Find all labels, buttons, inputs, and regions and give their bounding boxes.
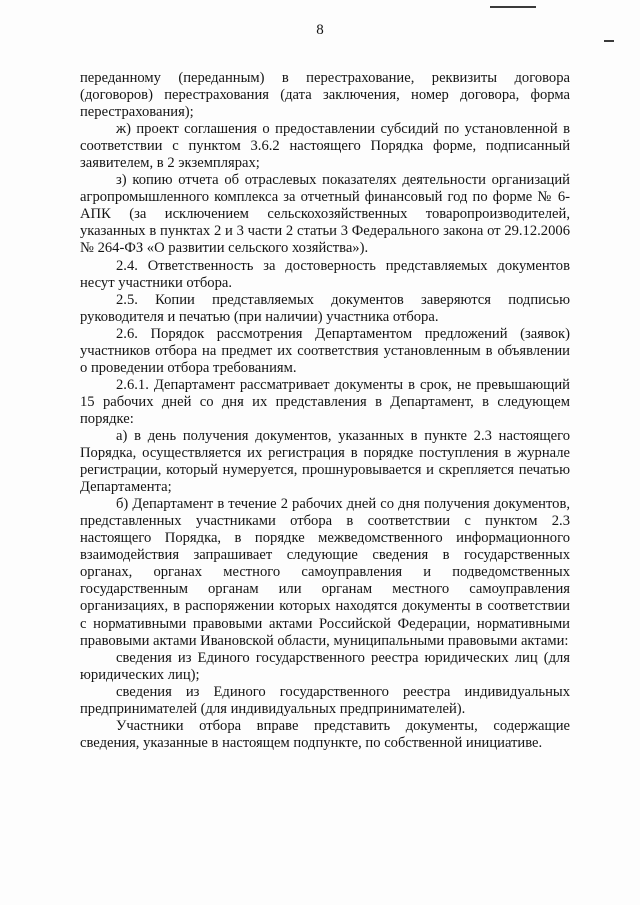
- paragraph-2-4: 2.4. Ответственность за достоверность представляемых документов несут участники отбора.: [80, 257, 570, 291]
- paragraph-egrul: сведения из Единого государственного реестра юридических лиц (для юридических лиц);: [80, 649, 570, 683]
- paragraph-item-zh: ж) проект соглашения о предоставлении субсидий по установленной в соответствии с пунктом 3.6.2 настоящего Порядка форме, подписанный заявителем, в 2 экземплярах;: [80, 121, 570, 172]
- document-body: [80, 70, 570, 752]
- scan-artifact-top-right: [490, 6, 536, 8]
- paragraph-2-6: 2.6. Порядок рассмотрения Департаментом предложений (заявок) участников отбора на предмет их соответствия установленным в объявлении о проведении отбора требованиям.: [80, 325, 570, 376]
- paragraph-item-z: з) копию отчета об отраслевых показателях деятельности организаций агропромышленного комплекса за отчетный финансовый год по форме № 6-АПК (за исключением сельскохозяйственных товаропроизводителей, указанных в пунктах 2 и 3 части 2 статьи 3 Федерального закона от 29.12.2006 № 264-ФЗ «О развитии сельского хозяйства»).: [80, 172, 570, 257]
- paragraph-egrip: сведения из Единого государственного реестра индивидуальных предпринимателей (для индивидуальных предпринимателей).: [80, 683, 570, 717]
- scan-artifact-right: [604, 40, 614, 42]
- paragraph-item-a: а) в день получения документов, указанных в пункте 2.3 настоящего Порядка, осуществляется их регистрация в порядке поступления в журнале регистрации, который нумеруется, прошнуровывается и скрепляется печатью Департамента;: [80, 427, 570, 496]
- paragraph-own-initiative: Участники отбора вправе представить документы, содержащие сведения, указанные в настоящем подпункте, по собственной инициативе.: [80, 717, 570, 751]
- paragraph-2-5: 2.5. Копии представляемых документов заверяются подписью руководителя и печатью (при наличии) участника отбора.: [80, 291, 570, 325]
- paragraph-2-6-1: 2.6.1. Департамент рассматривает документы в срок, не превышающий 15 рабочих дней со дня их представления в Департамент, в следующем порядке:: [80, 376, 570, 427]
- page-number: 8: [316, 22, 324, 38]
- paragraph-item-b: б) Департамент в течение 2 рабочих дней со дня получения документов, представленных участниками отбора в соответствии с пунктом 2.3 настоящего Порядка, в порядке межведомственного информационного взаимодействия запрашивает следующие сведения в государственных органах, органах местного самоуправления и подведомственных государственным органам или органам местного самоуправления организациях, в распоряжении которых находятся документы в соответствии с нормативными правовыми актами Российской Федерации, нормативными правовыми актами Ивановской области, муниципальными правовыми актами:: [80, 496, 570, 649]
- paragraph-continuation: переданному (переданным) в перестрахование, реквизиты договора (договоров) перестрахования (дата заключения, номер договора, форма перестрахования);: [80, 70, 570, 121]
